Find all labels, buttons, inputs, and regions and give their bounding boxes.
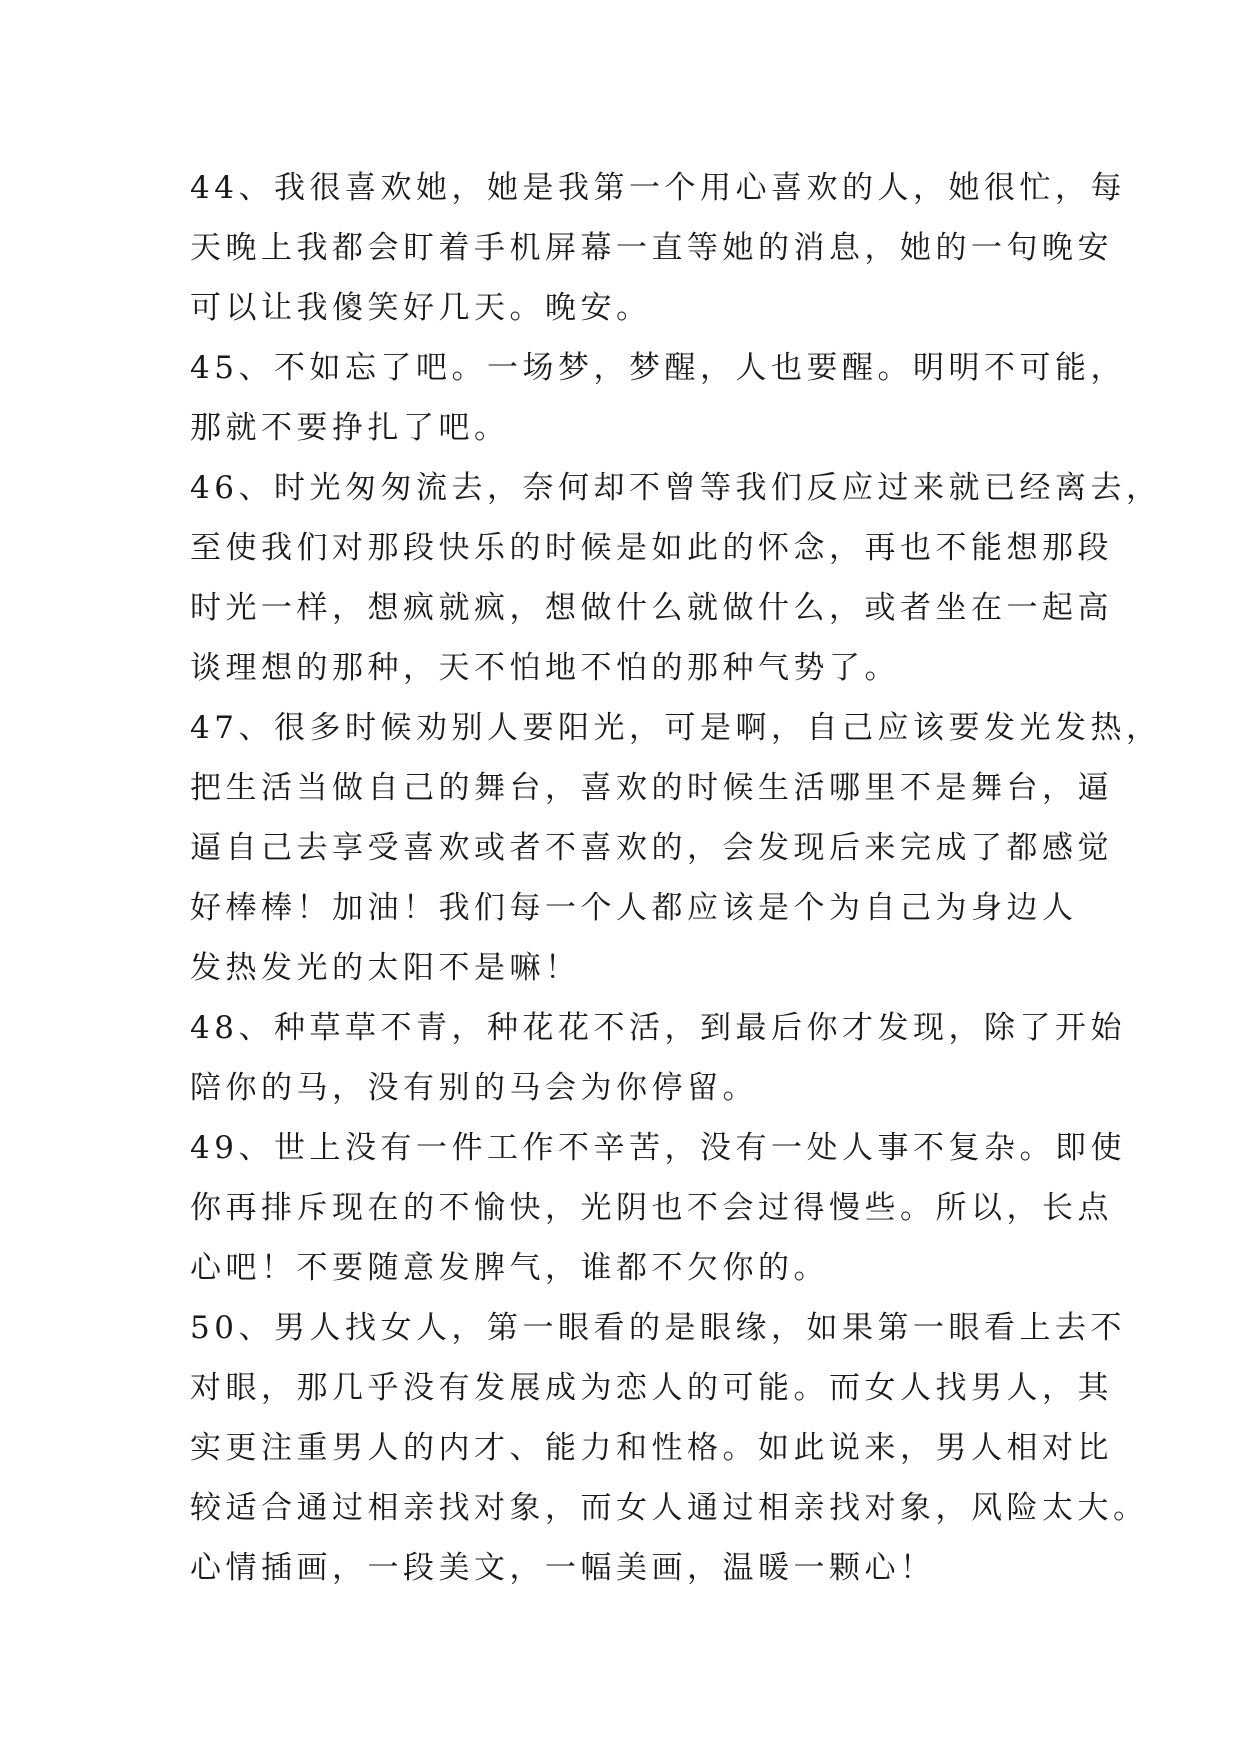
text-line: 天晚上我都会盯着手机屏幕一直等她的消息，她的一句晚安 <box>190 230 1113 266</box>
text-line: 把生活当做自己的舞台，喜欢的时候生活哪里不是舞台，逼 <box>190 770 1113 806</box>
text-line: 至使我们对那段快乐的时候是如此的怀念，再也不能想那段 <box>190 530 1113 566</box>
text-line: 心吧！不要随意发脾气，谁都不欠你的。 <box>190 1250 829 1286</box>
text-line: 45、不如忘了吧。一场梦，梦醒，人也要醒。明明不可能， <box>190 350 1126 386</box>
text-line: 49、世上没有一件工作不辛苦，没有一处人事不复杂。即使 <box>190 1130 1126 1166</box>
text-line: 好棒棒！加油！我们每一个人都应该是个为自己为身边人 <box>190 890 1078 926</box>
text-line: 48、种草草不青，种花花不活，到最后你才发现，除了开始 <box>190 1010 1126 1046</box>
text-line: 可以让我傻笑好几天。晚安。 <box>190 290 652 326</box>
text-line: 对眼，那几乎没有发展成为恋人的可能。而女人找男人，其 <box>190 1370 1113 1406</box>
text-line: 谈理想的那种，天不怕地不怕的那种气势了。 <box>190 650 900 686</box>
text-line: 心情插画，一段美文，一幅美画，温暖一颗心！ <box>190 1550 936 1586</box>
text-line: 较适合通过相亲找对象，而女人通过相亲找对象，风险太大。 <box>190 1490 1149 1526</box>
text-line: 你再排斥现在的不愉快，光阴也不会过得慢些。所以，长点 <box>190 1190 1113 1226</box>
text-line: 46、时光匆匆流去，奈何却不曾等我们反应过来就已经离去， <box>190 470 1162 506</box>
text-line: 实更注重男人的内才、能力和性格。如此说来，男人相对比 <box>190 1430 1113 1466</box>
text-line: 那就不要挣扎了吧。 <box>190 410 510 446</box>
text-line: 陪你的马，没有别的马会为你停留。 <box>190 1070 758 1106</box>
text-line: 逼自己去享受喜欢或者不喜欢的，会发现后来完成了都感觉 <box>190 830 1113 866</box>
text-line: 发热发光的太阳不是嘛！ <box>190 950 581 986</box>
document-body <box>190 158 1162 1598</box>
text-line: 时光一样，想疯就疯，想做什么就做什么，或者坐在一起高 <box>190 590 1113 626</box>
text-line: 47、很多时候劝别人要阳光，可是啊，自己应该要发光发热， <box>190 710 1162 746</box>
text-line: 44、我很喜欢她，她是我第一个用心喜欢的人，她很忙，每 <box>190 170 1126 206</box>
text-line: 50、男人找女人，第一眼看的是眼缘，如果第一眼看上去不 <box>190 1310 1126 1346</box>
